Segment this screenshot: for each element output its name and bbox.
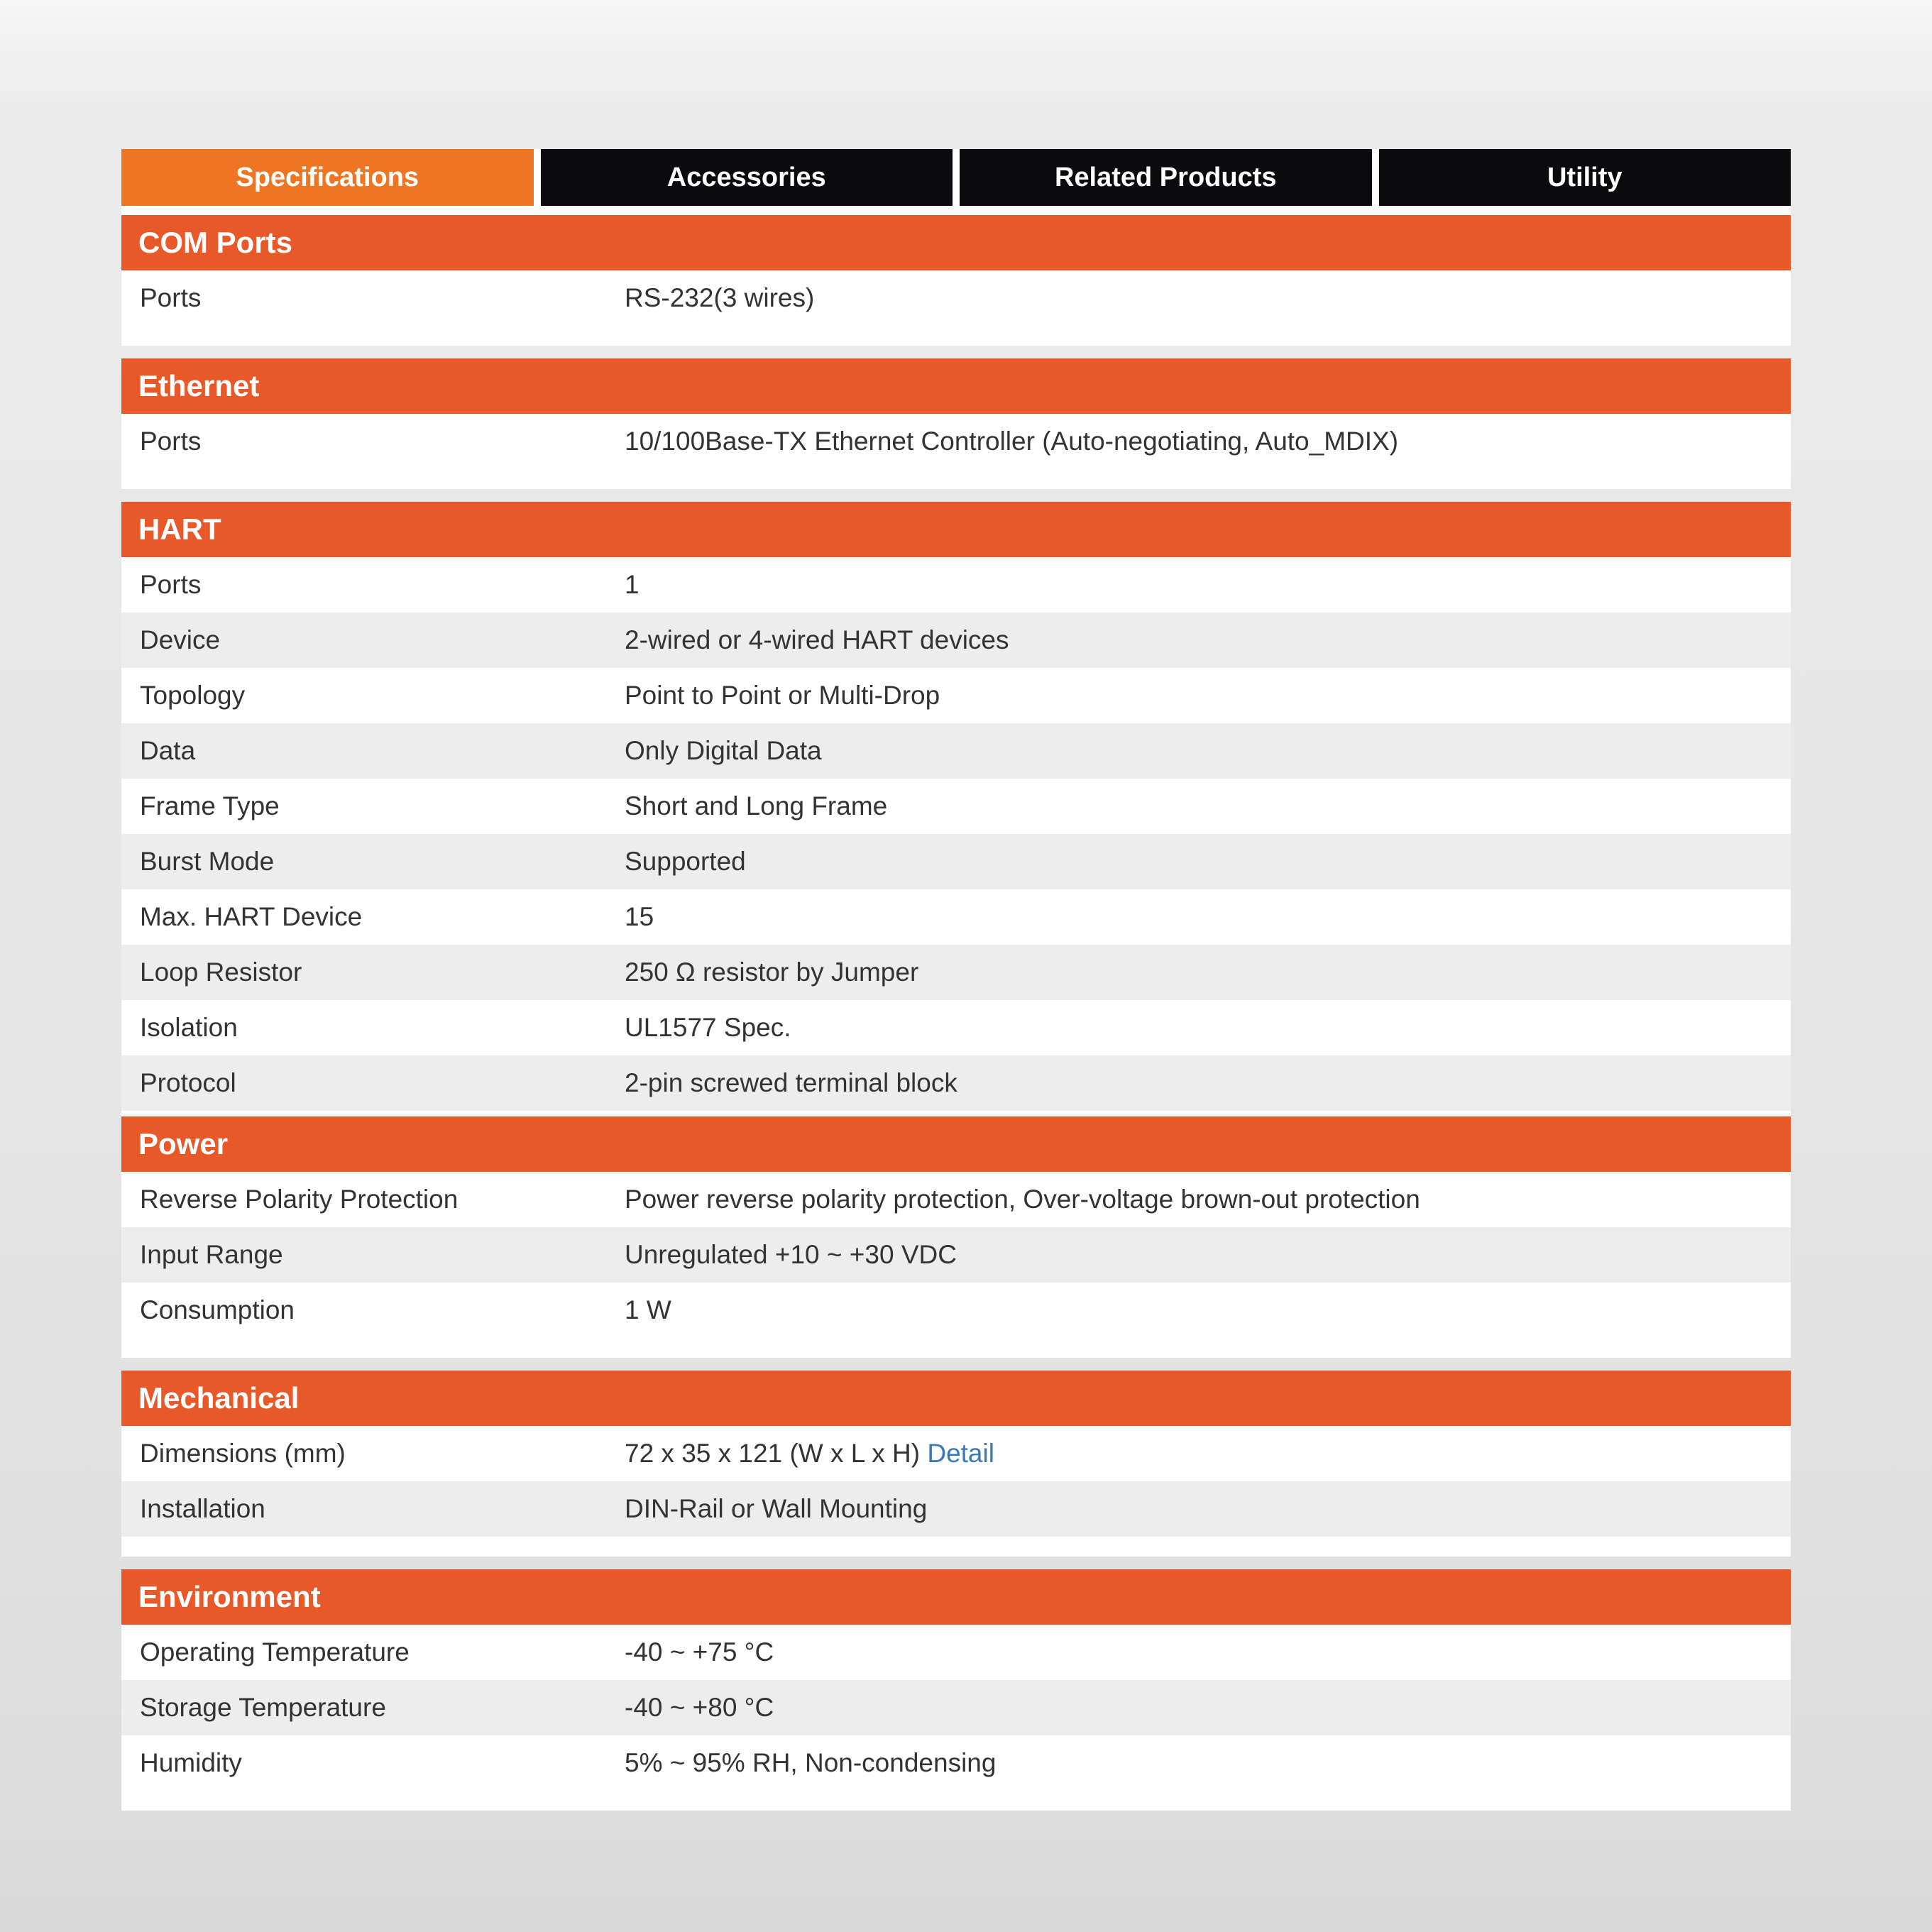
- spec-value-text: 2-pin screwed terminal block: [625, 1068, 957, 1097]
- spec-label: Ports: [140, 283, 202, 312]
- tab-bar: [121, 149, 1791, 206]
- spec-label: Loop Resistor: [140, 957, 302, 987]
- spec-value: [625, 1295, 1791, 1325]
- spec-value-text: 1 W: [625, 1295, 671, 1324]
- tab-utility[interactable]: Utility: [1379, 149, 1791, 206]
- spec-sections: [121, 215, 1791, 1811]
- spec-value-text: Power reverse polarity protection, Over-voltage brown-out protection: [625, 1185, 1420, 1214]
- spec-label: Dimensions (mm): [140, 1439, 346, 1468]
- spec-value: [625, 681, 1791, 710]
- section-bottom-padding: [121, 1791, 1791, 1811]
- section-header-hart: HART: [121, 502, 1791, 557]
- section-rows: [121, 1426, 1791, 1537]
- spec-value-text: 2-wired or 4-wired HART devices: [625, 625, 1009, 654]
- spec-value: [625, 427, 1791, 456]
- spec-value-text: -40 ~ +80 °C: [625, 1693, 774, 1722]
- spec-row-dimensions-mm: [121, 1426, 1791, 1481]
- spec-value-text: DIN-Rail or Wall Mounting: [625, 1494, 928, 1523]
- spec-label: Humidity: [140, 1748, 242, 1777]
- spec-value-text: RS-232(3 wires): [625, 283, 815, 312]
- spec-row-data: [121, 723, 1791, 779]
- spec-label: Burst Mode: [140, 847, 275, 876]
- spec-value-text: 15: [625, 902, 654, 931]
- tab-specifications[interactable]: Specifications: [121, 149, 534, 206]
- spec-value-text: 72 x 35 x 121 (W x L x H): [625, 1439, 921, 1468]
- spec-row-max-hart-device: [121, 889, 1791, 945]
- section-bottom-padding: [121, 1338, 1791, 1358]
- spec-row-consumption: [121, 1283, 1791, 1338]
- spec-label: Operating Temperature: [140, 1637, 410, 1667]
- spec-value: [625, 625, 1791, 655]
- section-rows: [121, 414, 1791, 469]
- spec-value-text: Point to Point or Multi-Drop: [625, 681, 940, 710]
- spec-row-input-range: [121, 1227, 1791, 1283]
- section-bottom-padding: [121, 1537, 1791, 1557]
- spec-label: Storage Temperature: [140, 1693, 386, 1722]
- tab-accessories[interactable]: Accessories: [541, 149, 953, 206]
- spec-value-text: -40 ~ +75 °C: [625, 1637, 774, 1667]
- spec-label: Frame Type: [140, 791, 280, 820]
- spec-value: [625, 1494, 1791, 1524]
- section-bottom-padding: [121, 326, 1791, 346]
- spec-row-operating-temperature: [121, 1625, 1791, 1680]
- spec-value-text: 250 Ω resistor by Jumper: [625, 957, 919, 987]
- spec-label: Consumption: [140, 1295, 295, 1324]
- section-header-environment: Environment: [121, 1569, 1791, 1625]
- spec-value: [625, 1637, 1791, 1667]
- spec-value: [625, 1748, 1791, 1778]
- tab-bar-divider: [121, 206, 1791, 215]
- spec-value: [625, 791, 1791, 821]
- section-power: [121, 1116, 1791, 1358]
- spec-value: [625, 1693, 1791, 1723]
- spec-row-installation: [121, 1481, 1791, 1537]
- spec-label: Ports: [140, 570, 202, 599]
- spec-value: [625, 902, 1791, 932]
- section-rows: [121, 270, 1791, 326]
- detail-link[interactable]: Detail: [927, 1439, 994, 1468]
- section-header-mechanical: Mechanical: [121, 1371, 1791, 1426]
- spec-value: [625, 1013, 1791, 1043]
- spec-label: Isolation: [140, 1013, 238, 1042]
- spec-value: [625, 1439, 1791, 1469]
- section-rows: [121, 1172, 1791, 1338]
- spec-row-isolation: [121, 1000, 1791, 1055]
- spec-row-device: [121, 613, 1791, 668]
- section-environment: [121, 1569, 1791, 1811]
- spec-label: Topology: [140, 681, 246, 710]
- spec-value-text: 1: [625, 570, 640, 599]
- spec-row-protocol: [121, 1055, 1791, 1111]
- spec-value-text: Unregulated +10 ~ +30 VDC: [625, 1240, 957, 1269]
- spec-row-ports: [121, 557, 1791, 613]
- spec-value: [625, 736, 1791, 766]
- spec-value-text: 5% ~ 95% RH, Non-condensing: [625, 1748, 997, 1777]
- spec-label: Data: [140, 736, 196, 765]
- spec-label: Protocol: [140, 1068, 236, 1097]
- spec-row-storage-temperature: [121, 1680, 1791, 1735]
- section-mechanical: [121, 1371, 1791, 1557]
- spec-value-text: Only Digital Data: [625, 736, 822, 765]
- spec-value: [625, 570, 1791, 600]
- spec-row-humidity: [121, 1735, 1791, 1791]
- spec-value: [625, 1240, 1791, 1270]
- section-rows: [121, 557, 1791, 1111]
- spec-row-ports: [121, 270, 1791, 326]
- spec-value-text: Supported: [625, 847, 746, 876]
- spec-label: Device: [140, 625, 221, 654]
- tab-related-products[interactable]: Related Products: [960, 149, 1372, 206]
- section-ethernet: [121, 358, 1791, 489]
- section-rows: [121, 1625, 1791, 1791]
- spec-label: Max. HART Device: [140, 902, 363, 931]
- spec-value: [625, 1185, 1791, 1214]
- spec-row-reverse-polarity-protection: [121, 1172, 1791, 1227]
- section-hart: [121, 502, 1791, 1116]
- spec-row-ports: [121, 414, 1791, 469]
- spec-label: Reverse Polarity Protection: [140, 1185, 459, 1214]
- section-header-power: Power: [121, 1116, 1791, 1172]
- spec-row-burst-mode: [121, 834, 1791, 889]
- spec-content: [121, 149, 1791, 1823]
- spec-value-text: UL1577 Spec.: [625, 1013, 791, 1042]
- spec-label: Installation: [140, 1494, 265, 1523]
- spec-value: [625, 957, 1791, 987]
- spec-row-frame-type: [121, 779, 1791, 834]
- spec-value: [625, 283, 1791, 313]
- section-com-ports: [121, 215, 1791, 346]
- spec-value-text: 10/100Base-TX Ethernet Controller (Auto-negotiating, Auto_MDIX): [625, 427, 1399, 456]
- section-header-com-ports: COM Ports: [121, 215, 1791, 270]
- spec-value: [625, 847, 1791, 877]
- section-bottom-padding: [121, 1111, 1791, 1116]
- spec-row-topology: [121, 668, 1791, 723]
- section-header-ethernet: Ethernet: [121, 358, 1791, 414]
- spec-label: Ports: [140, 427, 202, 456]
- section-bottom-padding: [121, 469, 1791, 489]
- spec-value-text: Short and Long Frame: [625, 791, 888, 820]
- spec-label: Input Range: [140, 1240, 283, 1269]
- spec-row-loop-resistor: [121, 945, 1791, 1000]
- spec-value: [625, 1068, 1791, 1098]
